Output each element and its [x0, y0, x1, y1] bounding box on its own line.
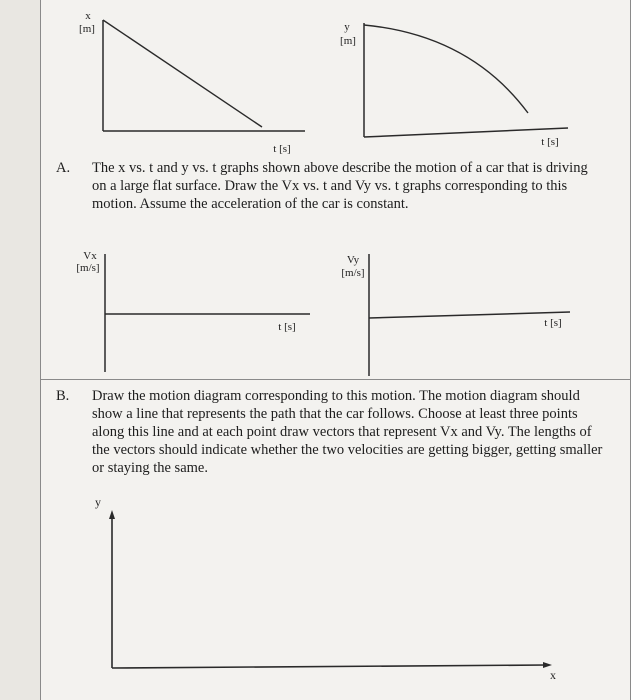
y-vs-t-ylabel-var: y	[344, 21, 350, 33]
vy-vs-t-xlabel: t [s]	[544, 317, 562, 329]
vx-vs-t-ylabel-unit: [m/s]	[76, 262, 100, 274]
x-vs-t-xlabel: t [s]	[273, 143, 291, 155]
vx-vs-t-ylabel-var: Vx	[83, 250, 97, 262]
part-a-letter: A.	[56, 160, 71, 176]
motion-diagram-ylabel: y	[95, 495, 101, 509]
motion-diagram-xlabel: x	[550, 668, 556, 682]
x-vs-t-ylabel-var: x	[85, 10, 91, 22]
part-a-text: The x vs. t and y vs. t graphs shown above describe the motion of a car that is driving on a large flat surface. Draw the Vx vs. t and Vy vs. t graphs corresponding to this motion. Assume the acceleration of the car is constant.	[92, 160, 588, 212]
x-vs-t-ylabel-unit: [m]	[79, 23, 95, 35]
y-axis-arrowhead	[109, 510, 115, 519]
vy-vs-t-ylabel-unit: [m/s]	[341, 267, 365, 279]
part-b-letter: B.	[56, 388, 70, 404]
part-b-text: Draw the motion diagram corresponding to this motion. The motion diagram should show a line that represents the path that the car follows. Choose at least three points along this line and at each point draw vectors that represent Vx and Vy. The lengths of the vectors should indicate whether the two velocities are getting bigger, getting smaller or staying the same.	[92, 388, 603, 476]
y-vs-t-ylabel-unit: [m]	[340, 35, 356, 47]
vx-vs-t-xlabel: t [s]	[278, 321, 296, 333]
motion-diagram-x-axis	[112, 665, 546, 668]
vy-vs-t-ylabel-var: Vy	[346, 254, 360, 266]
y-vs-t-xlabel: t [s]	[541, 136, 559, 148]
